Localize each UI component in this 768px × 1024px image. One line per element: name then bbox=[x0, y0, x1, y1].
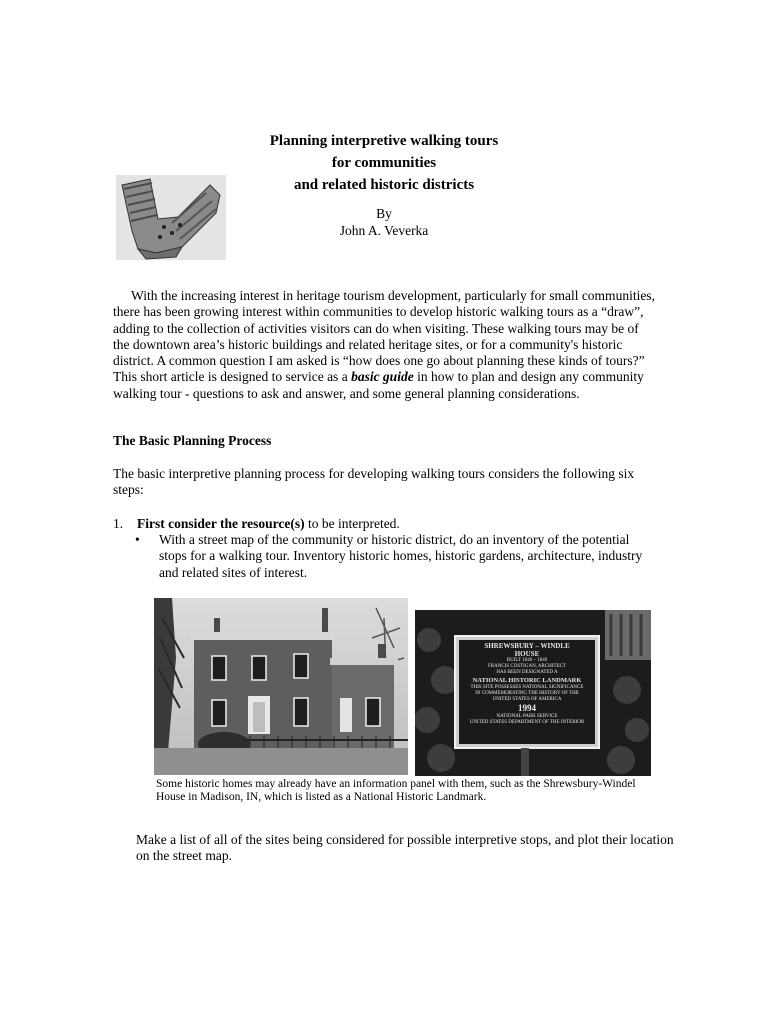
plaque-year: 1994 bbox=[518, 703, 536, 713]
plaque-line-9: UNITED STATES OF AMERICA bbox=[492, 697, 562, 702]
intro-text-b: in how to plan and design any community walking tour - questions to ask and answer, and some general planning considerations. bbox=[113, 369, 644, 401]
plaque-text bbox=[459, 642, 595, 726]
intro-paragraph bbox=[113, 288, 658, 402]
document-title bbox=[0, 130, 768, 196]
process-intro-paragraph: The basic interpretive planning process for developing walking tours considers the following six steps: bbox=[113, 466, 635, 498]
intro-text-a: With the increasing interest in heritage tourism development, particularly for small communities, there has been growing interest within communities to develop historic walking tours as a “draw”, adding to the collection of activities visitors can do when visiting. These walking tours may be of the downtown area’s historic buildings and related heritage sites, or for a community's historic district. A common question I am asked is “how does one go about planning these kinds of tours?” This short article is designed to service as a bbox=[113, 288, 655, 385]
byline-author: John A. Veverka bbox=[339, 223, 429, 238]
bullet-dot-icon: • bbox=[135, 532, 140, 547]
plaque-line-5: HAS BEEN DESIGNATED A bbox=[496, 670, 558, 675]
plaque-line-3: BUILT 1846 – 1849 bbox=[506, 658, 548, 663]
historic-house-photo bbox=[154, 598, 408, 775]
plaque-line-1: SHREWSBURY – WINDLE bbox=[484, 642, 570, 650]
bullet-text: With a street map of the community or historic district, do an inventory of the potential stops for a walking tour. Inventory historic homes, historic gardens, architecture, industry and related sites of interest. bbox=[159, 532, 643, 580]
section-heading: The Basic Planning Process bbox=[113, 433, 272, 448]
plaque-line-2: HOUSE bbox=[514, 650, 540, 658]
landmark-plaque-photo bbox=[415, 610, 651, 776]
plaque-line-6: NATIONAL HISTORIC LANDMARK bbox=[472, 677, 582, 684]
title-line-3: and related historic districts bbox=[293, 177, 475, 193]
step-1-bold: First consider the resource(s) bbox=[137, 516, 305, 531]
step-1-rest: to be interpreted. bbox=[304, 516, 400, 531]
title-line-2: for communities bbox=[331, 155, 437, 171]
byline bbox=[0, 205, 768, 239]
closing-paragraph: Make a list of all of the sites being considered for possible interpretive stops, and plot their location on the street map. bbox=[136, 832, 674, 864]
title-line-1: Planning interpretive walking tours bbox=[269, 133, 499, 149]
step-1-number: 1. bbox=[113, 516, 124, 531]
photo-caption: Some historic homes may already have an information panel with them, such as the Shrewsbury-Windel House in Madison, IN, which is listed as a National Historic Landmark. bbox=[156, 778, 636, 803]
byline-by: By bbox=[376, 206, 392, 221]
plaque-line-4: FRANCIS COSTIGAN, ARCHITECT bbox=[488, 664, 566, 669]
step-1 bbox=[113, 516, 400, 532]
plaque-line-7: THIS SITE POSSESSES NATIONAL SIGNIFICANCE bbox=[470, 685, 584, 690]
plaque-line-11: UNITED STATES DEPARTMENT OF THE INTERIOR bbox=[469, 720, 585, 725]
plaque-line-8: IN COMMEMORATING THE HISTORY OF THE bbox=[475, 691, 579, 696]
plaque-line-10: NATIONAL PARK SERVICE bbox=[496, 714, 558, 719]
intro-emphasis: basic guide bbox=[351, 369, 414, 385]
